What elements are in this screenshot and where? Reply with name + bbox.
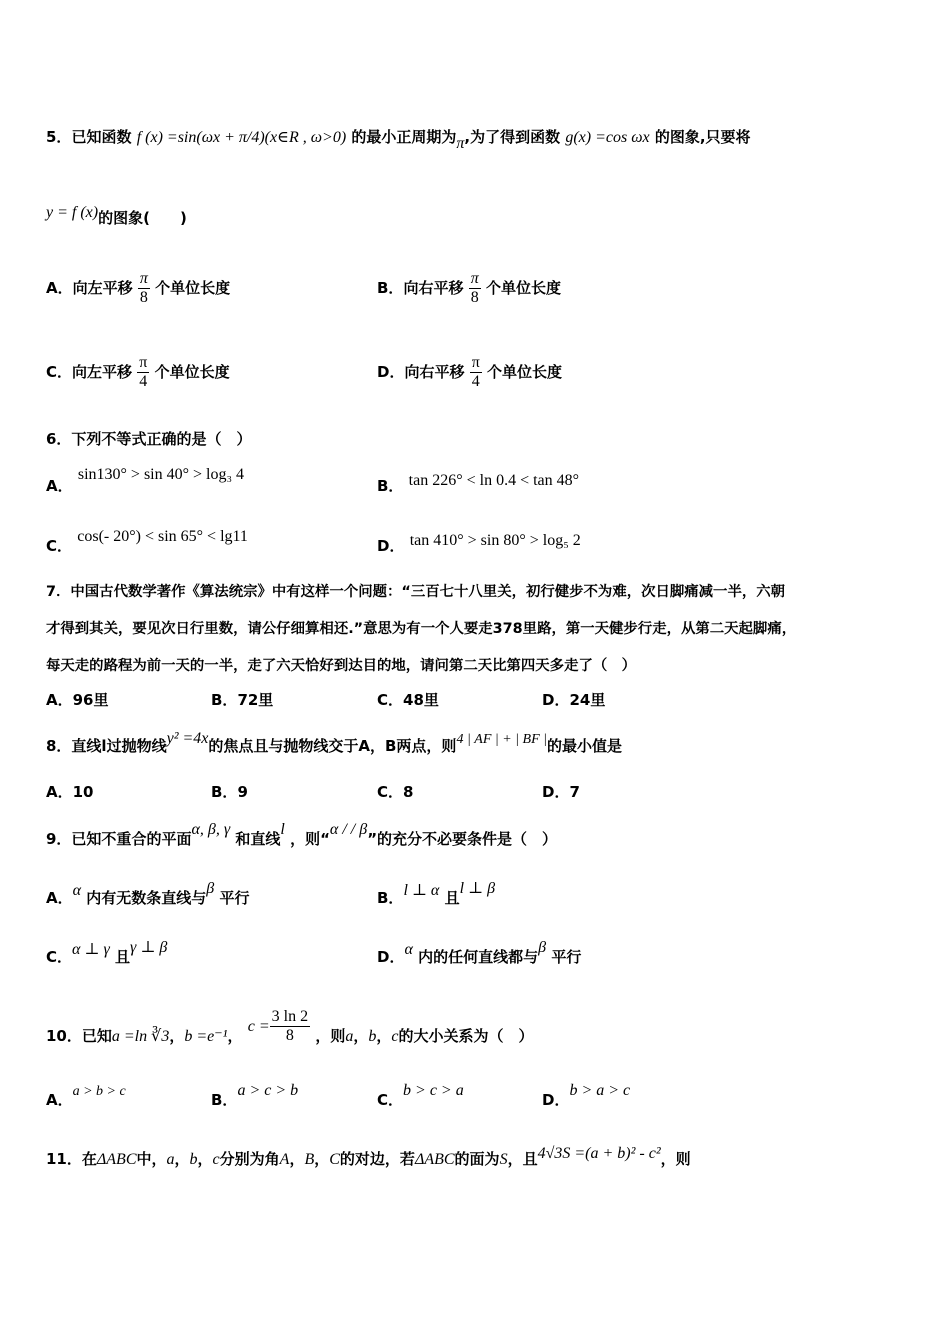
fraction-num: π	[470, 270, 479, 287]
q9-formula-planes: α, β, γ	[191, 821, 231, 838]
option-label: A．	[46, 279, 73, 297]
option-label: D．	[377, 537, 405, 555]
q9-formula-parallel: α / / β	[329, 821, 368, 838]
option-text: 平行	[219, 889, 250, 907]
q8-option-d[interactable]	[542, 782, 580, 802]
q5-formula-f: f (x) =sin(ωx + π/4)(x∈R , ω>0)	[136, 129, 347, 146]
q5-option-d[interactable]	[377, 354, 562, 391]
q5-formula-y: y = f (x)	[46, 204, 99, 221]
q11-equation: 4√3S =(a + b)² - c²	[537, 1145, 661, 1162]
q11-triangle: ΔABC	[414, 1151, 455, 1168]
q8-stem	[46, 730, 623, 758]
q9-text-3: ，则“	[290, 830, 330, 848]
q5-text-1: 已知函数	[71, 128, 132, 146]
q7-stem-line3	[46, 656, 636, 676]
option-label: B．	[377, 279, 404, 297]
fraction-num: π	[471, 354, 480, 371]
option-expr: tan 226° < ln 0.4 < tan 48°	[408, 472, 580, 489]
fraction-num: π	[139, 354, 148, 371]
q10-text-2: ，则	[315, 1027, 346, 1045]
q10-fraction-c	[270, 1008, 310, 1045]
option-text: 72里	[237, 691, 274, 709]
q7-stem-line2	[46, 619, 796, 639]
q5-number: 5．	[46, 128, 72, 146]
fraction-num: 3 ln 2	[271, 1008, 309, 1025]
q6-stem	[46, 429, 251, 449]
q5-text-5: 的图象( )	[98, 209, 187, 227]
option-label: C．	[46, 948, 73, 966]
q10-option-a[interactable]	[46, 1084, 126, 1112]
q7-option-a[interactable]	[46, 690, 108, 710]
option-text: 9	[237, 783, 248, 801]
option-text: 8	[403, 783, 414, 801]
q10-option-c[interactable]	[377, 1082, 464, 1111]
option-text: 向左平移	[72, 279, 133, 297]
option-label: A．	[46, 1091, 73, 1109]
q9-text-2: 和直线	[235, 830, 281, 848]
q7-option-d[interactable]	[542, 690, 605, 710]
option-label: C．	[46, 537, 73, 555]
q8-option-c[interactable]	[377, 782, 413, 802]
option-label: C．	[377, 691, 404, 709]
q7-text: 7．中国古代数学著作《算法统宗》中有这样一个问题：“三百七十八里关，初行健步不为难，次日脚痛减一半，六朝	[46, 584, 786, 600]
option-expr: b > a > c	[569, 1082, 631, 1099]
option-text: 向左平移	[72, 363, 133, 381]
option-text: 向右平移	[404, 363, 465, 381]
q10-formula-b: b =e⁻¹	[184, 1028, 228, 1045]
q5-stem-line2	[46, 204, 187, 229]
q8-text-2: 的焦点且与抛物线交于A，B两点，则	[208, 737, 457, 755]
q6-stem-text: 6．下列不等式正确的是（ ）	[46, 430, 252, 448]
q8-text-1: 8．直线l过抛物线	[46, 737, 167, 755]
q11-text-4: 的对边，若	[339, 1150, 415, 1168]
var-b: b	[368, 1028, 377, 1045]
q5-text-3: ,为了得到函数	[464, 128, 561, 146]
separator: ，	[169, 1027, 185, 1045]
option-label: D．	[377, 363, 405, 381]
var-a: a	[166, 1151, 175, 1168]
option-label: B．	[377, 477, 404, 495]
q5-pi: π	[456, 135, 465, 152]
q8-formula-distance: 4 | AF | + | BF |	[456, 732, 547, 747]
q8-text-3: 的最小值是	[547, 737, 623, 755]
angle-c: C	[329, 1151, 340, 1168]
option-label: A．	[46, 477, 73, 495]
var-b: b	[189, 1151, 198, 1168]
q5-text-2: 的最小正周期为	[351, 128, 457, 146]
q10-formula-a: a =ln ∛3	[111, 1028, 170, 1045]
option-label: D．	[542, 1091, 570, 1109]
fraction-den: 8	[469, 288, 481, 307]
q5-option-a[interactable]	[46, 270, 230, 307]
option-formula: β	[206, 880, 215, 897]
q9-option-b[interactable]	[377, 880, 496, 909]
q7-text: 才得到其关，要见次日行里数，请公仔细算相还.”意思为有一个人要走378里路，第一天健步行走，从第二天起脚痛，	[46, 621, 797, 637]
option-text: 平行	[551, 948, 582, 966]
option-text: 内的任何直线都与	[418, 948, 539, 966]
option-expr: a > c > b	[237, 1082, 299, 1099]
fraction-num: π	[139, 270, 148, 287]
fraction-den: 8	[270, 1026, 310, 1045]
option-formula: α	[404, 941, 413, 958]
option-expr: a > b > c	[72, 1084, 126, 1099]
option-text: 24里	[569, 691, 606, 709]
option-text: 个单位长度	[487, 363, 563, 381]
option-formula: l ⊥ β	[459, 880, 496, 897]
option-expr: tan 410° > sin 80° > log₅ 2	[409, 532, 581, 549]
option-label: B．	[211, 1091, 238, 1109]
option-text: 内有无数条直线与	[86, 889, 207, 907]
q6-option-c[interactable]	[46, 528, 248, 555]
option-expr: cos(- 20°) < sin 65° < lg11	[77, 528, 248, 545]
option-text: 且	[115, 948, 131, 966]
option-label: C．	[46, 363, 73, 381]
option-formula: α ⊥ γ	[72, 941, 110, 958]
option-label: C．	[377, 1091, 404, 1109]
angle-b: B	[304, 1151, 315, 1168]
option-label: D．	[377, 948, 405, 966]
option-expr: b > c > a	[403, 1082, 464, 1099]
option-text: 且	[444, 889, 460, 907]
q11-text-5: 的面为	[454, 1150, 500, 1168]
option-label: B．	[377, 889, 404, 907]
angle-a: A	[279, 1151, 290, 1168]
q6-option-d[interactable]	[377, 530, 581, 555]
option-label: A．	[46, 783, 73, 801]
fraction-den: 4	[137, 372, 149, 391]
q10-stem: 10．已知a =ln ∛3，b =e⁻¹， c = $\frac{3 \ln 2}{8}$ ，则a，b，c的大小关系为（ ）	[46, 1008, 534, 1045]
var-c: c	[212, 1151, 220, 1168]
option-text: 10	[72, 783, 94, 801]
q6-option-b[interactable]	[377, 470, 580, 495]
q8-formula-parabola: y² =4x	[166, 730, 209, 747]
q9-stem	[46, 821, 558, 850]
fraction	[138, 270, 150, 307]
q5-formula-g: g(x) =cos ωx	[565, 129, 650, 146]
option-label: C．	[377, 783, 404, 801]
q9-text-1: 9．已知不重合的平面	[46, 830, 192, 848]
area-s: S	[499, 1151, 508, 1168]
q9-formula-line: l	[280, 821, 285, 838]
option-text: 个单位长度	[155, 279, 231, 297]
q9-option-d[interactable]	[377, 939, 582, 968]
option-formula: β	[538, 939, 547, 956]
q11-text-2: 中，	[136, 1150, 167, 1168]
q7-text: 每天走的路程为前一天的一半，走了六天恰好到达目的地，请问第二天比第四天多走了（ ）	[46, 658, 637, 674]
fraction	[469, 270, 481, 307]
q11-text-3: 分别为角	[219, 1150, 280, 1168]
separator: ，	[227, 1027, 243, 1045]
option-label: A．	[46, 889, 73, 907]
q5-text-4: 的图象,只要将	[654, 128, 751, 146]
fraction-den: 4	[470, 372, 482, 391]
q11-triangle: ΔABC	[96, 1151, 137, 1168]
var-a: a	[345, 1028, 354, 1045]
option-text: 向右平移	[403, 279, 464, 297]
q11-text-6: ，且	[507, 1150, 538, 1168]
q9-text-4: ”的充分不必要条件是（ ）	[367, 830, 558, 848]
q6-option-a[interactable]	[46, 466, 245, 495]
q11-text-7: ，则	[660, 1150, 691, 1168]
option-text: 96里	[72, 691, 109, 709]
q10-text-1: 10．已知	[46, 1027, 112, 1045]
q11-text-1: 11．在	[46, 1150, 97, 1168]
option-text: 48里	[403, 691, 439, 709]
q7-option-b[interactable]	[211, 690, 273, 710]
q7-option-c[interactable]	[377, 690, 439, 710]
option-label: B．	[211, 783, 238, 801]
option-formula: l ⊥ α	[403, 882, 440, 899]
option-text: 个单位长度	[485, 279, 561, 297]
option-text: 7	[569, 783, 580, 801]
q5-stem-line1	[46, 127, 751, 152]
q8-option-b[interactable]	[211, 782, 248, 802]
option-label: A．	[46, 691, 73, 709]
q8-option-a[interactable]	[46, 782, 93, 802]
q10-text-3: 的大小关系为（ ）	[398, 1027, 534, 1045]
q10-option-b[interactable]	[211, 1082, 299, 1111]
option-label: D．	[542, 691, 570, 709]
q10-option-d[interactable]	[542, 1082, 631, 1111]
fraction	[137, 354, 149, 391]
q5-option-c[interactable]	[46, 354, 230, 391]
var-c: c	[391, 1028, 399, 1045]
q9-option-a[interactable]	[46, 880, 250, 909]
option-text: 个单位长度	[154, 363, 230, 381]
q10-formula-c-prefix: c =	[247, 1018, 270, 1035]
q9-option-c[interactable]	[46, 939, 168, 968]
q5-option-b[interactable]	[377, 270, 561, 307]
option-expr: sin130° > sin 40° > log₃ 4	[77, 466, 245, 483]
q7-stem-line1	[46, 582, 785, 602]
fraction-den: 8	[138, 288, 150, 307]
option-label: B．	[211, 691, 238, 709]
option-label: D．	[542, 783, 570, 801]
option-formula: γ ⊥ β	[130, 939, 168, 956]
q11-stem: 11．在ΔABC中，a，b，c分别为角A，B，C的对边，若ΔABC的面为S，且4√3S =(a + b)² - c²，则	[46, 1145, 691, 1168]
option-formula: α	[72, 882, 82, 899]
fraction	[470, 354, 482, 391]
